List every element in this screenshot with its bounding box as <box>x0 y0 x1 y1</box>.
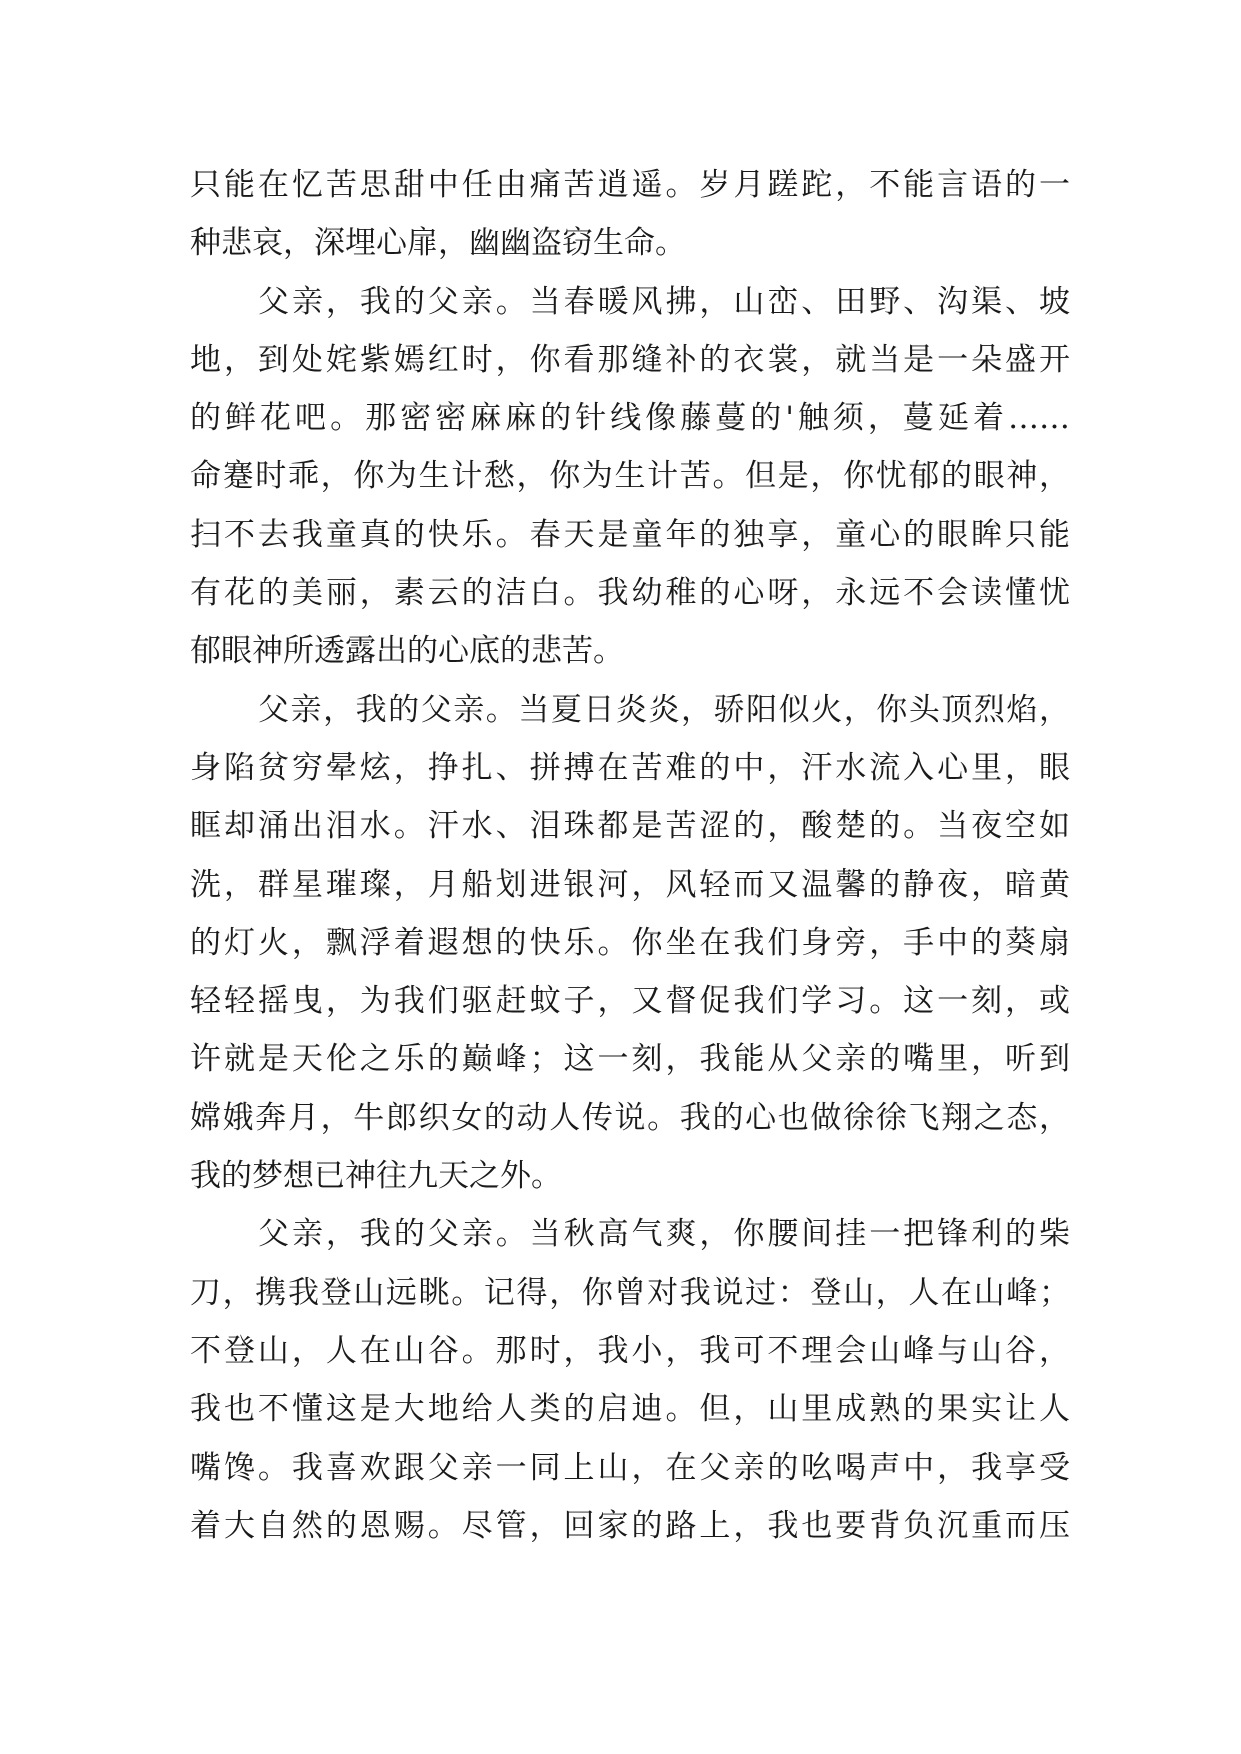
text-line: 父亲，我的父亲。当春暖风拂，山峦、田野、沟渠、坡 <box>258 283 1070 320</box>
text-line: 嘴馋。我喜欢跟父亲一同上山，在父亲的吆喝声中，我享受 <box>190 1449 1070 1486</box>
text-line: 着大自然的恩赐。尽管，回家的路上，我也要背负沉重而压 <box>190 1507 1070 1544</box>
text-line: 眶却涌出泪水。汗水、泪珠都是苦涩的，酸楚的。当夜空如 <box>190 808 1070 845</box>
text-line: 身陷贫穷晕炫，挣扎、拼搏在苦难的中，汗水流入心里，眼 <box>190 749 1070 786</box>
text-line: 有花的美丽，素云的洁白。我幼稚的心呀，永远不会读懂忧 <box>190 575 1070 612</box>
text-line: 父亲，我的父亲。当秋高气爽，你腰间挂一把锋利的柴 <box>258 1216 1070 1253</box>
text-line: 嫦娥奔月，牛郎织女的动人传说。我的心也做徐徐飞翔之态， <box>190 1099 1070 1136</box>
text-line: 的鲜花吧。那密密麻麻的针线像藤蔓的'触须，蔓延着…… <box>190 400 1070 437</box>
text-line: 只能在忆苦思甜中任由痛苦逍遥。岁月蹉跎，不能言语的一 <box>190 167 1070 203</box>
text-line: 我也不懂这是大地给人类的启迪。但，山里成熟的果实让人 <box>190 1391 1070 1428</box>
text-line: 我的梦想已神往九天之外。 <box>190 1158 562 1195</box>
text-line: 命蹇时乖，你为生计愁，你为生计苦。但是，你忧郁的眼神， <box>190 458 1070 495</box>
text-line: 父亲，我的父亲。当夏日炎炎，骄阳似火，你头顶烈焰， <box>258 691 1070 728</box>
text-line: 刀，携我登山远眺。记得，你曾对我说过：登山，人在山峰； <box>190 1274 1070 1311</box>
text-line: 种悲哀，深埋心扉，幽幽盗窃生命。 <box>190 225 686 262</box>
text-line: 不登山，人在山谷。那时，我小，我可不理会山峰与山谷， <box>190 1332 1070 1369</box>
text-line: 地，到处姹紫嫣红时，你看那缝补的衣裳，就当是一朵盛开 <box>190 341 1070 378</box>
body-text <box>190 156 1070 1555</box>
text-line: 的灯火，飘浮着遐想的快乐。你坐在我们身旁，手中的葵扇 <box>190 924 1070 961</box>
text-line: 洗，群星璀璨，月船划进银河，风轻而又温馨的静夜，暗黄 <box>190 866 1070 903</box>
text-line: 郁眼神所透露出的心底的悲苦。 <box>190 633 624 670</box>
text-line: 许就是天伦之乐的巅峰；这一刻，我能从父亲的嘴里，听到 <box>190 1041 1070 1078</box>
text-line: 扫不去我童真的快乐。春天是童年的独享，童心的眼眸只能 <box>190 516 1070 553</box>
text-line: 轻轻摇曳，为我们驱赶蚊子，又督促我们学习。这一刻，或 <box>190 983 1070 1020</box>
